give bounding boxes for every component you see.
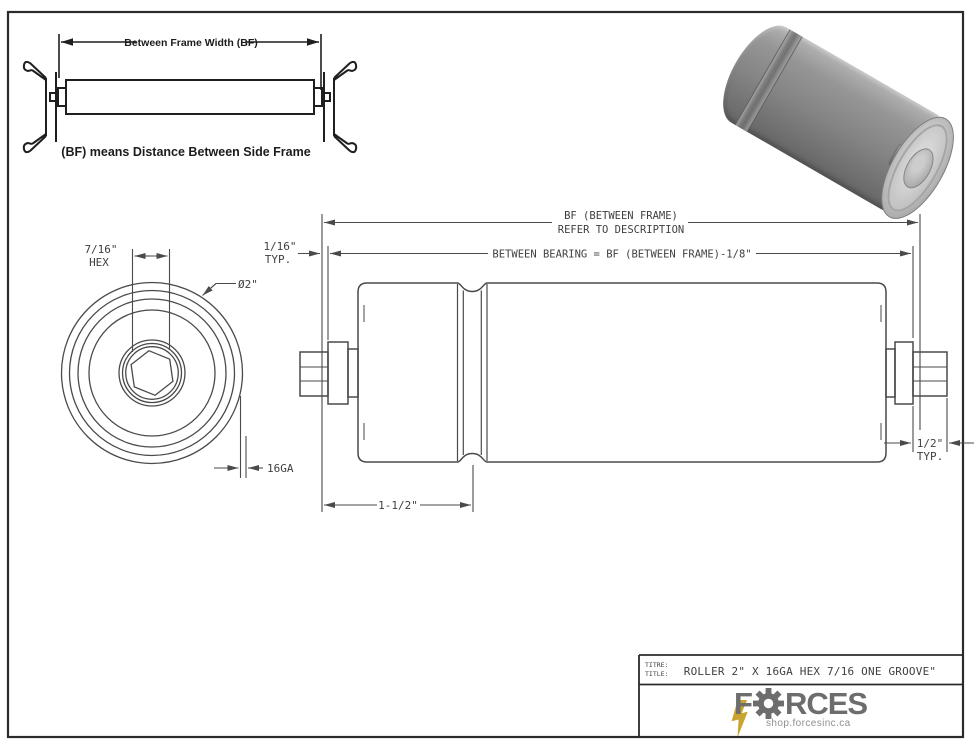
typ-left-dim-sublabel: TYP. <box>264 253 292 266</box>
left-hex-shaft <box>300 352 328 396</box>
bf-explainer-inset <box>24 34 356 159</box>
bf-dim-label-line1: BF (BETWEEN FRAME) <box>564 210 678 222</box>
left-shaft-flats <box>300 367 328 381</box>
drawing-title: ROLLER 2" X 16GA HEX 7/16 ONE GROOVE" <box>683 665 937 678</box>
inset-caption: (BF) means Distance Between Side Frame <box>61 145 311 159</box>
hex-dim-sublabel: HEX <box>89 256 109 269</box>
bearing-inner-circle <box>126 347 179 400</box>
roller-3d-groove <box>735 29 803 132</box>
left-end-cap <box>348 349 358 397</box>
hex-bore <box>131 351 173 396</box>
roller-3d-render <box>712 16 964 192</box>
forces-wordmark <box>734 685 868 721</box>
typ-left-dim-label: 1/16" <box>263 240 297 253</box>
forces-logo <box>728 685 948 734</box>
diameter-label: Ø2" <box>238 278 258 291</box>
logo-text-rces: RCES <box>784 685 868 721</box>
left-bearing-housing <box>328 342 348 404</box>
right-bearing-housing <box>895 342 913 404</box>
roller-side-view <box>300 283 947 462</box>
diameter-leader <box>203 284 237 296</box>
roller-end-view <box>62 243 294 478</box>
titre-label: TITRE: <box>645 661 669 669</box>
inset-left-bearing <box>58 88 66 106</box>
logo-website: shop.forcesinc.ca <box>766 718 851 729</box>
between-bearing-dim-label: BETWEEN BEARING = BF (BETWEEN FRAME)-1/8" <box>492 248 752 261</box>
hex-dim-label: 7/16" <box>84 243 118 256</box>
bearing-outer-circle <box>119 340 185 406</box>
groove-lines <box>458 284 488 461</box>
crimp-ticks <box>364 305 881 440</box>
inset-right-bearing <box>314 88 322 106</box>
bf-dim-label-line2: REFER TO DESCRIPTION <box>557 224 685 236</box>
gear-icon <box>753 688 784 719</box>
right-end-cap <box>886 349 895 397</box>
inset-bf-dim-label: Between Frame Width (BF) <box>124 37 258 49</box>
inset-right-frame <box>324 62 356 152</box>
groove-circle <box>78 299 226 447</box>
logo-text-f: F <box>734 685 752 721</box>
inset-roller-tube <box>66 80 314 114</box>
tube-outline <box>358 283 886 462</box>
gauge-label: 16GA <box>267 462 294 475</box>
typ-right-dim-sublabel: TYP. <box>916 450 944 463</box>
end-cap-circle <box>89 310 215 436</box>
typ-right-dim-label: 1/2" <box>916 437 944 450</box>
groove-offset-dim-label: 1-1/2" <box>378 499 418 512</box>
title-label: TITLE: <box>645 670 669 678</box>
inset-left-frame <box>24 62 56 152</box>
gauge-dimension <box>214 396 263 478</box>
tube-id-circle <box>70 291 235 456</box>
right-hex-shaft <box>913 352 947 396</box>
right-shaft-flats <box>913 367 947 381</box>
roller-3d-body <box>709 14 948 215</box>
